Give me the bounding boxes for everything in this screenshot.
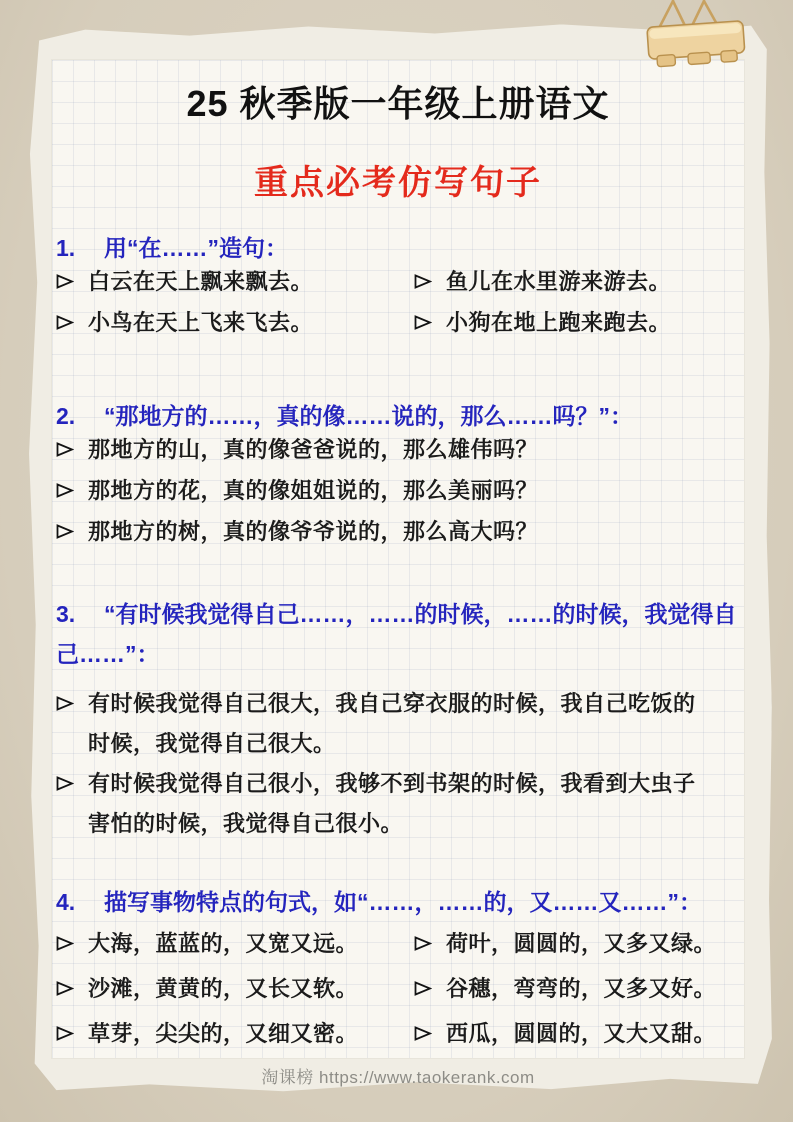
section-heading xyxy=(56,882,740,922)
arrow-bullet-icon xyxy=(56,981,74,996)
arrow-bullet-icon xyxy=(56,483,74,498)
arrow-bullet-icon xyxy=(56,524,74,539)
example-sentence xyxy=(56,309,414,337)
page-title: 25 秋季版一年级上册语文 xyxy=(186,83,610,124)
arrow-bullet-icon xyxy=(414,274,432,289)
example-sentence-text: 那地方的山，真的像爸爸说的，那么雄伟吗？ xyxy=(88,437,539,462)
example-sentence xyxy=(414,268,740,296)
example-list xyxy=(56,930,740,1048)
example-sentence xyxy=(414,1020,740,1048)
example-sentence-text: 大海，蓝蓝的，又宽又远。 xyxy=(88,931,359,956)
example-list xyxy=(56,436,740,546)
arrow-bullet-icon xyxy=(56,776,74,791)
worksheet-section xyxy=(56,882,740,1048)
section-heading-text: “有时候我觉得自己……，……的时候，……的时候，我觉得自己……”： xyxy=(56,601,737,667)
arrow-bullet-icon xyxy=(414,936,432,951)
section-heading-text: 用“在……”造句： xyxy=(104,235,288,261)
example-sentence-text: 有时候我觉得自己很大，我自己穿衣服的时候，我自己吃饭的时候，我觉得自己很大。 xyxy=(88,691,696,756)
example-sentence xyxy=(56,477,740,505)
section-heading-text: 描写事物特点的句式，如“……，……的，又……又……”： xyxy=(104,889,702,915)
example-sentence xyxy=(56,436,740,464)
worksheet-section xyxy=(56,594,740,844)
example-sentence xyxy=(414,975,740,1003)
section-heading xyxy=(56,594,740,674)
arrow-bullet-icon xyxy=(56,936,74,951)
section-heading xyxy=(56,228,740,268)
example-sentence-text: 那地方的树，真的像爷爷说的，那么高大吗？ xyxy=(88,519,539,544)
example-sentence-text: 沙滩，黄黄的，又长又软。 xyxy=(88,976,359,1001)
example-list xyxy=(56,684,740,844)
example-sentence xyxy=(414,309,740,337)
section-number: 2. xyxy=(56,403,76,429)
example-list xyxy=(56,268,740,337)
example-sentence-text: 荷叶，圆圆的，又多又绿。 xyxy=(446,931,717,956)
arrow-bullet-icon xyxy=(56,1026,74,1041)
example-sentence-text: 草芽，尖尖的，又细又密。 xyxy=(88,1021,359,1046)
section-heading xyxy=(56,396,740,436)
example-sentence-text: 有时候我觉得自己很小，我够不到书架的时候，我看到大虫子害怕的时候，我觉得自己很小。 xyxy=(88,771,696,836)
section-heading-text: “那地方的……，真的像……说的，那么……吗？”： xyxy=(104,403,633,429)
example-sentence xyxy=(414,930,740,958)
arrow-bullet-icon xyxy=(56,274,74,289)
arrow-bullet-icon xyxy=(414,315,432,330)
example-sentence xyxy=(56,1020,414,1048)
example-sentence xyxy=(56,930,414,958)
section-number: 1. xyxy=(56,235,76,261)
section-number: 3. xyxy=(56,601,76,627)
example-sentence xyxy=(56,975,414,1003)
example-sentence-text: 谷穗，弯弯的，又多又好。 xyxy=(446,976,717,1001)
example-sentence xyxy=(56,518,740,546)
example-sentence-text: 那地方的花，真的像姐姐说的，那么美丽吗？ xyxy=(88,478,539,503)
worksheet-section xyxy=(56,228,740,337)
example-sentence xyxy=(56,764,700,844)
arrow-bullet-icon xyxy=(56,442,74,457)
worksheet-section xyxy=(56,396,740,546)
arrow-bullet-icon xyxy=(56,315,74,330)
example-sentence xyxy=(56,268,414,296)
example-sentence-text: 鱼儿在水里游来游去。 xyxy=(446,269,672,294)
example-sentence xyxy=(56,684,700,764)
example-sentence-text: 小鸟在天上飞来飞去。 xyxy=(88,310,314,335)
arrow-bullet-icon xyxy=(414,981,432,996)
binder-clip-icon xyxy=(640,0,752,68)
arrow-bullet-icon xyxy=(414,1026,432,1041)
arrow-bullet-icon xyxy=(56,696,74,711)
example-sentence-text: 小狗在地上跑来跑去。 xyxy=(446,310,672,335)
example-sentence-text: 白云在天上飘来飘去。 xyxy=(88,269,314,294)
watermark-footer: 淘课榜 https://www.taokerank.com xyxy=(261,1068,535,1087)
section-number: 4. xyxy=(56,889,76,915)
example-sentence-text: 西瓜，圆圆的，又大又甜。 xyxy=(446,1021,717,1046)
page-subtitle: 重点必考仿写句子 xyxy=(254,164,542,202)
